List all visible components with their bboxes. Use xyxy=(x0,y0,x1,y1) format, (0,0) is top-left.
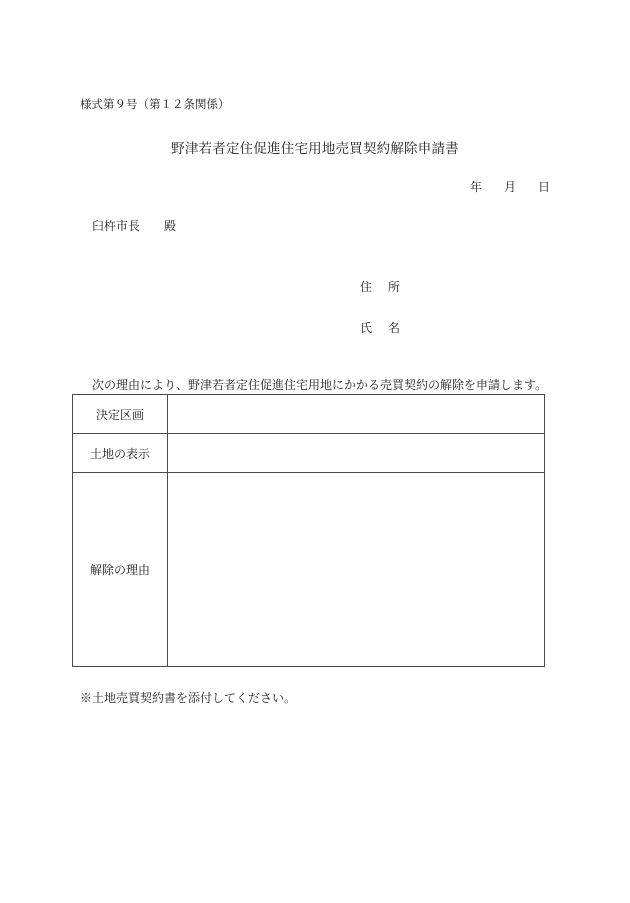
address-label-char-2: 所 xyxy=(388,280,401,294)
attachment-note: ※土地売買契約書を添付してください。 xyxy=(80,691,297,705)
row-label-decided-lot: 決定区画 xyxy=(73,395,168,434)
applicant-name-label xyxy=(360,319,400,336)
table-row xyxy=(73,395,545,434)
decided-lot-field[interactable] xyxy=(168,395,545,434)
applicant-address-label xyxy=(360,278,400,295)
cancellation-reason-field[interactable] xyxy=(168,473,545,667)
form-number: 様式第９号（第１２条関係） xyxy=(80,97,230,111)
application-table xyxy=(72,394,545,667)
name-label-char-1: 氏 xyxy=(360,321,373,335)
address-label-char-1: 住 xyxy=(360,280,373,294)
date-day-label: 日 xyxy=(537,180,550,194)
recipient xyxy=(92,217,176,234)
table-row xyxy=(73,473,545,667)
document-title: 野津若者定住促進住宅用地売買契約解除申請書 xyxy=(171,141,459,157)
date-year-label: 年 xyxy=(469,180,482,194)
row-label-cancellation-reason: 解除の理由 xyxy=(73,473,168,667)
date-month-label: 月 xyxy=(503,180,516,194)
date-line xyxy=(470,178,550,195)
row-label-land-description: 土地の表示 xyxy=(73,434,168,473)
name-label-char-2: 名 xyxy=(388,321,401,335)
recipient-name: 臼杵市長 xyxy=(92,219,141,233)
table-row xyxy=(73,434,545,473)
application-statement: 次の理由により、野津若者定住促進住宅用地にかかる売買契約の解除を申請します。 xyxy=(92,378,548,392)
land-description-field[interactable] xyxy=(168,434,545,473)
recipient-honorific: 殿 xyxy=(164,219,177,233)
